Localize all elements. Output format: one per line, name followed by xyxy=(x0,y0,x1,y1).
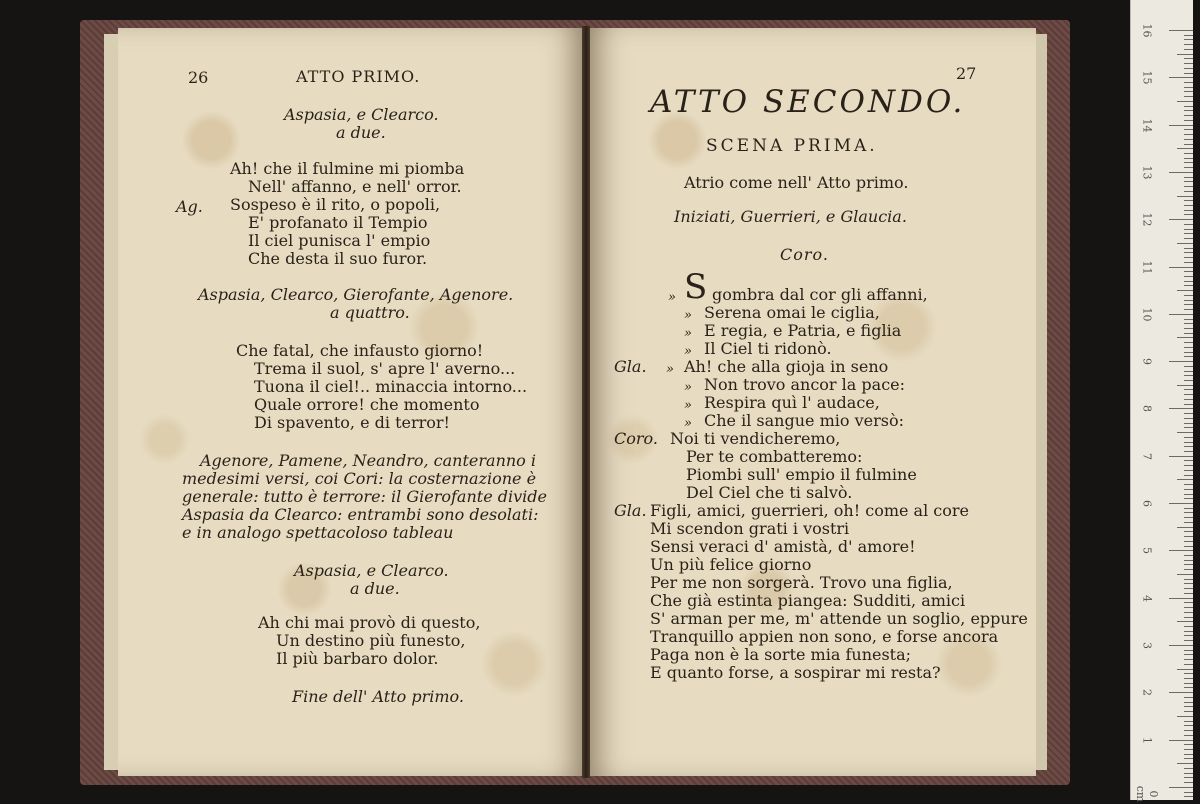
ruler-tick xyxy=(1184,309,1193,310)
speaker-note: a due. xyxy=(336,123,386,142)
ruler-number: 9 xyxy=(1140,358,1154,366)
ruler-tick xyxy=(1184,626,1193,627)
ruler-tick xyxy=(1169,30,1193,31)
ruler-tick xyxy=(1184,200,1193,201)
ruler-tick xyxy=(1184,295,1193,296)
verse-line: Sensi veraci d' amistà, d' amore! xyxy=(650,537,916,556)
ruler-tick xyxy=(1184,224,1193,225)
verse-line: Del Ciel che ti salvò. xyxy=(686,483,853,502)
verse-line: Tuona il ciel!.. minaccia intorno... xyxy=(254,377,528,396)
ruler-tick xyxy=(1184,725,1193,726)
characters-line: Iniziati, Guerrieri, e Glaucia. xyxy=(674,207,907,226)
ruler-tick xyxy=(1184,139,1193,140)
ruler-tick xyxy=(1169,314,1193,315)
ruler-tick xyxy=(1177,54,1193,55)
ruler-tick xyxy=(1184,39,1193,40)
ruler-tick xyxy=(1169,267,1193,268)
ruler-tick xyxy=(1184,484,1193,485)
ruler-tick xyxy=(1184,711,1193,712)
ruler-tick xyxy=(1169,787,1193,788)
ruler-tick xyxy=(1184,664,1193,665)
quote-mark: » xyxy=(684,416,692,431)
ruler-tick xyxy=(1184,214,1193,215)
page-number-27: 27 xyxy=(956,64,977,83)
speaker-heading: Aspasia, e Clearco. xyxy=(284,105,439,124)
verse-line: Il ciel punisca l' empio xyxy=(248,231,431,250)
ruler-tick xyxy=(1184,560,1193,561)
stage-direction: e in analogo spettacoloso tableau xyxy=(182,523,454,542)
ruler-tick xyxy=(1184,276,1193,277)
ruler-tick xyxy=(1184,87,1193,88)
ruler-tick xyxy=(1184,162,1193,163)
ruler-tick xyxy=(1184,442,1193,443)
ruler-number: 13 xyxy=(1140,165,1154,180)
ruler-tick xyxy=(1169,692,1193,693)
verse-line: Ah chi mai provò di questo, xyxy=(258,613,481,632)
ruler-tick xyxy=(1184,205,1193,206)
ruler-tick xyxy=(1184,110,1193,111)
ruler-tick xyxy=(1184,617,1193,618)
ruler-tick xyxy=(1184,564,1193,565)
ruler-tick xyxy=(1177,669,1193,670)
speaker-heading: Aspasia, Clearco, Gierofante, Agenore. xyxy=(198,285,514,304)
ruler-tick xyxy=(1177,337,1193,338)
ruler-tick xyxy=(1184,115,1193,116)
verse-line: Piombi sull' empio il fulmine xyxy=(686,465,917,484)
ruler-tick xyxy=(1177,385,1193,386)
ruler-tick xyxy=(1184,186,1193,187)
ruler-tick xyxy=(1184,730,1193,731)
ruler-tick xyxy=(1184,446,1193,447)
quote-mark: » xyxy=(684,308,692,323)
ruler-tick xyxy=(1184,281,1193,282)
ruler-tick xyxy=(1169,503,1193,504)
ruler-tick xyxy=(1184,229,1193,230)
ruler-tick xyxy=(1184,177,1193,178)
ruler-tick xyxy=(1184,782,1193,783)
quote-mark: » xyxy=(684,326,692,341)
ruler-tick xyxy=(1184,328,1193,329)
ruler-tick xyxy=(1184,333,1193,334)
ruler-tick xyxy=(1184,63,1193,64)
speaker-note: a quattro. xyxy=(330,303,410,322)
ruler-tick xyxy=(1184,744,1193,745)
quote-mark: » xyxy=(684,380,692,395)
ruler-tick xyxy=(1184,702,1193,703)
ruler-tick xyxy=(1184,319,1193,320)
ruler-tick xyxy=(1184,721,1193,722)
ruler-tick xyxy=(1184,451,1193,452)
ruler-tick xyxy=(1184,91,1193,92)
ruler-tick xyxy=(1184,323,1193,324)
ruler-tick xyxy=(1184,650,1193,651)
ruler-tick xyxy=(1184,394,1193,395)
ruler-tick xyxy=(1169,125,1193,126)
ruler-tick xyxy=(1184,593,1193,594)
ruler-tick xyxy=(1184,35,1193,36)
ruler-tick xyxy=(1184,659,1193,660)
ruler-tick xyxy=(1184,792,1193,793)
ruler-tick xyxy=(1177,527,1193,528)
verse-line: Che desta il suo furor. xyxy=(248,249,428,268)
ruler-tick xyxy=(1184,356,1193,357)
ruler-tick xyxy=(1177,716,1193,717)
act-end: Fine dell' Atto primo. xyxy=(292,687,464,706)
ruler-tick xyxy=(1184,512,1193,513)
ruler-tick xyxy=(1169,456,1193,457)
ruler-tick xyxy=(1184,73,1193,74)
ruler-tick xyxy=(1177,243,1193,244)
ruler-tick xyxy=(1177,101,1193,102)
verse-line: Noi ti vendicheremo, xyxy=(670,429,841,448)
ruler-tick xyxy=(1184,423,1193,424)
ruler-tick xyxy=(1184,238,1193,239)
ruler-tick xyxy=(1184,68,1193,69)
ruler-tick xyxy=(1184,588,1193,589)
ruler-tick xyxy=(1184,555,1193,556)
ruler-number: 6 xyxy=(1140,500,1154,507)
ruler-tick xyxy=(1184,640,1193,641)
ruler-tick xyxy=(1184,233,1193,234)
ruler-tick xyxy=(1184,271,1193,272)
chorus-heading: Coro. xyxy=(780,245,829,264)
ruler-tick xyxy=(1184,210,1193,211)
ruler-tick xyxy=(1169,598,1193,599)
verse-line: Paga non è la sorte mia funesta; xyxy=(650,645,912,664)
ruler-number: 3 xyxy=(1140,641,1154,649)
ruler-tick xyxy=(1184,404,1193,405)
ruler-tick xyxy=(1184,257,1193,258)
ruler-tick xyxy=(1184,465,1193,466)
verse-line: S' arman per me, m' attende un soglio, eppure xyxy=(650,609,1028,628)
ruler-tick xyxy=(1184,300,1193,301)
ruler-number: 11 xyxy=(1140,260,1154,274)
ruler-tick xyxy=(1184,683,1193,684)
ruler-tick xyxy=(1184,375,1193,376)
verse-line: Di spavento, e di terror! xyxy=(254,413,450,432)
ruler-tick xyxy=(1184,134,1193,135)
verse-line: Sospeso è il rito, o popoli, xyxy=(230,195,441,214)
stage-direction: Agenore, Pamene, Neandro, canteranno i xyxy=(200,451,537,470)
ruler-tick xyxy=(1184,758,1193,759)
ruler-tick xyxy=(1169,645,1193,646)
stage-direction: medesimi versi, coi Cori: la costernazione è xyxy=(182,469,537,488)
ruler-tick xyxy=(1184,777,1193,778)
ruler-tick xyxy=(1184,796,1193,797)
ruler-tick xyxy=(1184,706,1193,707)
ruler-tick xyxy=(1169,740,1193,741)
ruler-tick xyxy=(1177,479,1193,480)
ruler-tick xyxy=(1184,517,1193,518)
ruler-tick xyxy=(1177,290,1193,291)
ruler-tick xyxy=(1184,470,1193,471)
ruler-tick xyxy=(1184,342,1193,343)
book-gutter xyxy=(582,26,590,778)
verse-line: Quale orrore! che momento xyxy=(254,395,480,414)
ruler-tick xyxy=(1184,347,1193,348)
verse-line: Trema il suol, s' apre l' averno... xyxy=(254,359,516,378)
ruler-number: 0 cm xyxy=(1134,785,1160,803)
ruler-tick xyxy=(1184,773,1193,774)
ruler-number: 15 xyxy=(1140,70,1154,85)
verse-line: Tranquillo appien non sono, e forse ancora xyxy=(650,627,999,646)
ruler-tick xyxy=(1184,531,1193,532)
ruler-tick xyxy=(1184,536,1193,537)
verse-line: Figli, amici, guerrieri, oh! come al core xyxy=(650,501,970,520)
quote-mark: » xyxy=(684,344,692,359)
scene-title: SCENA PRIMA. xyxy=(706,136,878,156)
ruler-number: 4 xyxy=(1140,594,1154,602)
ruler-number: 5 xyxy=(1140,547,1154,555)
ruler-tick xyxy=(1184,44,1193,45)
ruler-tick xyxy=(1184,380,1193,381)
ruler-tick xyxy=(1184,735,1193,736)
ruler-number: 7 xyxy=(1140,452,1154,460)
ruler-tick xyxy=(1169,77,1193,78)
ruler-tick xyxy=(1184,82,1193,83)
verse-line: E regia, e Patria, e figlia xyxy=(704,321,902,340)
drop-cap: S xyxy=(684,267,708,307)
ruler-number: 12 xyxy=(1140,212,1154,227)
stage-direction: Aspasia da Clearco: entrambi sono desolati: xyxy=(182,505,539,524)
verse-line: Che fatal, che infausto giorno! xyxy=(236,341,484,360)
speaker-note: a due. xyxy=(350,579,400,598)
ruler-tick xyxy=(1184,583,1193,584)
verse-line: Che già estinta piangea: Sudditi, amici xyxy=(650,591,966,610)
quote-mark: » xyxy=(666,362,674,377)
ruler-number: 14 xyxy=(1140,118,1154,133)
ruler-tick xyxy=(1184,96,1193,97)
ruler-tick xyxy=(1184,144,1193,145)
speaker-abbrev: Ag. xyxy=(176,197,203,216)
ruler-tick xyxy=(1184,371,1193,372)
ruler-number: 1 xyxy=(1140,736,1154,744)
quote-mark: » xyxy=(684,398,692,413)
verse-line: Per te combatteremo: xyxy=(686,447,863,466)
speaker-abbrev: Gla. xyxy=(614,357,647,376)
ruler-tick xyxy=(1184,579,1193,580)
verse-line: Ah! che alla gioja in seno xyxy=(684,357,889,376)
quote-mark: » xyxy=(668,290,676,305)
verse-line: Non trovo ancor la pace: xyxy=(704,375,906,394)
ruler-tick xyxy=(1184,437,1193,438)
ruler-tick xyxy=(1184,181,1193,182)
verse-line: E' profanato il Tempio xyxy=(248,213,428,232)
ruler-tick xyxy=(1184,678,1193,679)
speaker-abbrev: Gla. xyxy=(614,501,647,520)
ruler-tick xyxy=(1169,219,1193,220)
ruler-tick xyxy=(1184,58,1193,59)
ruler-number: 8 xyxy=(1140,405,1154,413)
ruler-tick xyxy=(1184,285,1193,286)
verse-line: Respira quì l' audace, xyxy=(704,393,880,412)
ruler-tick xyxy=(1184,673,1193,674)
setting-line: Atrio come nell' Atto primo. xyxy=(684,173,909,192)
ruler-tick xyxy=(1184,569,1193,570)
ruler-tick xyxy=(1184,607,1193,608)
ruler-tick xyxy=(1184,460,1193,461)
ruler-tick xyxy=(1184,754,1193,755)
ruler-tick xyxy=(1169,172,1193,173)
ruler-tick xyxy=(1184,427,1193,428)
ruler-tick xyxy=(1169,550,1193,551)
verse-line: Che il sangue mio versò: xyxy=(704,411,904,430)
act-title: ATTO SECONDO. xyxy=(650,84,966,120)
ruler-tick xyxy=(1184,749,1193,750)
ruler-tick xyxy=(1184,494,1193,495)
running-head: ATTO PRIMO. xyxy=(296,67,421,86)
ruler-number: 16 xyxy=(1140,23,1154,38)
ruler-tick xyxy=(1184,252,1193,253)
verse-line: gombra dal cor gli affanni, xyxy=(712,285,928,304)
ruler-tick xyxy=(1184,191,1193,192)
right-page xyxy=(588,28,1036,776)
ruler-tick xyxy=(1184,508,1193,509)
ruler-tick xyxy=(1169,408,1193,409)
ruler-tick xyxy=(1184,697,1193,698)
ruler-tick xyxy=(1177,432,1193,433)
page-number-26: 26 xyxy=(188,68,209,87)
ruler-tick xyxy=(1184,304,1193,305)
verse-line: Un più felice giorno xyxy=(650,555,812,574)
ruler-tick xyxy=(1177,574,1193,575)
ruler-tick xyxy=(1184,654,1193,655)
verse-line: Il più barbaro dolor. xyxy=(276,649,439,668)
verse-line: E quanto forse, a sospirar mi resta? xyxy=(650,663,941,682)
verse-line: Nell' affanno, e nell' orror. xyxy=(248,177,462,196)
stage-direction: generale: tutto è terrore: il Gierofante divide xyxy=(182,487,547,506)
ruler-tick xyxy=(1184,366,1193,367)
ruler-tick xyxy=(1184,158,1193,159)
ruler-tick xyxy=(1184,262,1193,263)
verse-line: Un destino più funesto, xyxy=(276,631,466,650)
ruler-number: 2 xyxy=(1140,689,1154,697)
ruler-tick xyxy=(1184,546,1193,547)
ruler-tick xyxy=(1184,399,1193,400)
ruler-tick xyxy=(1184,248,1193,249)
ruler-tick xyxy=(1184,475,1193,476)
ruler-tick xyxy=(1184,120,1193,121)
ruler-tick xyxy=(1184,602,1193,603)
ruler-tick xyxy=(1184,612,1193,613)
speaker-heading: Aspasia, e Clearco. xyxy=(294,561,449,580)
verse-line: Mi scendon grati i vostri xyxy=(650,519,850,538)
ruler-tick xyxy=(1177,621,1193,622)
ruler-tick xyxy=(1184,687,1193,688)
ruler-number: 10 xyxy=(1140,307,1154,322)
ruler-tick xyxy=(1184,635,1193,636)
ruler-tick xyxy=(1184,522,1193,523)
verse-line: Serena omai le ciglia, xyxy=(704,303,880,322)
left-page xyxy=(118,28,584,776)
ruler-tick xyxy=(1184,153,1193,154)
ruler-tick xyxy=(1184,498,1193,499)
ruler-tick xyxy=(1184,389,1193,390)
ruler-tick xyxy=(1184,489,1193,490)
verse-line: Per me non sorgerà. Trovo una figlia, xyxy=(650,573,953,592)
ruler-tick xyxy=(1184,167,1193,168)
ruler-tick xyxy=(1184,129,1193,130)
ruler-tick xyxy=(1177,196,1193,197)
ruler-tick xyxy=(1184,49,1193,50)
speaker-abbrev: Coro. xyxy=(614,429,658,448)
verse-line: Il Ciel ti ridonò. xyxy=(704,339,832,358)
verse-line: Ah! che il fulmine mi piomba xyxy=(230,159,465,178)
ruler-tick xyxy=(1184,631,1193,632)
ruler-tick xyxy=(1184,352,1193,353)
ruler-tick xyxy=(1184,106,1193,107)
ruler-tick xyxy=(1184,768,1193,769)
ruler-tick xyxy=(1184,413,1193,414)
ruler-tick xyxy=(1184,418,1193,419)
ruler-tick xyxy=(1169,361,1193,362)
measuring-ruler xyxy=(1130,0,1193,803)
ruler-tick xyxy=(1184,541,1193,542)
ruler-tick xyxy=(1177,148,1193,149)
ruler-tick xyxy=(1177,763,1193,764)
